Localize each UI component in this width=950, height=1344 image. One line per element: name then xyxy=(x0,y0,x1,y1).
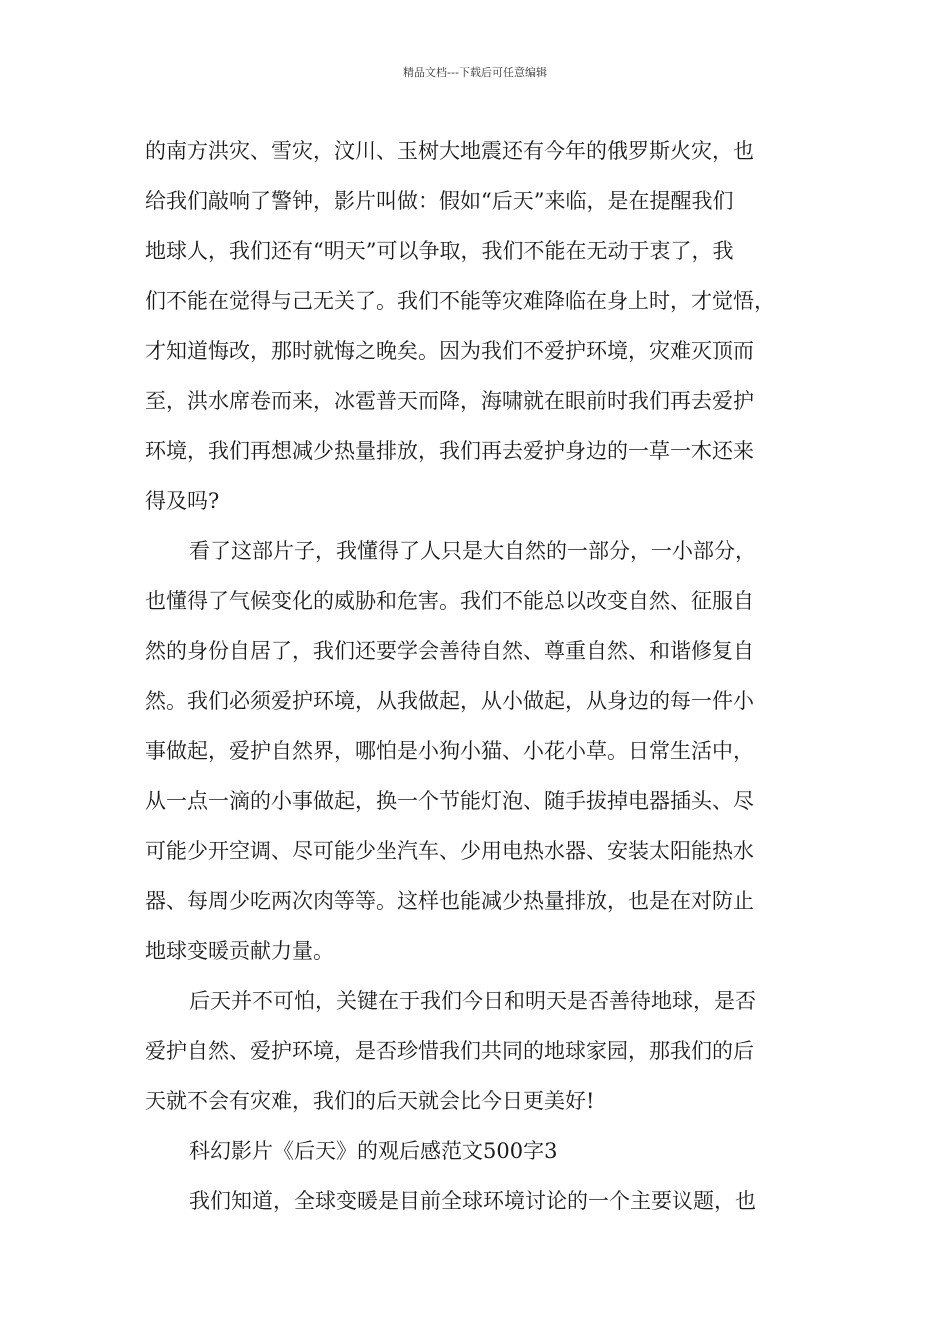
document-body xyxy=(145,133,817,1233)
text-line: 得及吗? xyxy=(145,489,220,513)
text-line: 科幻影片《后天》的观后感范文500字3 xyxy=(189,1139,558,1163)
text-line: 爱护自然、爱护环境，是否珍惜我们共同的地球家园，那我们的后 xyxy=(145,1039,754,1063)
text-line: 从一点一滴的小事做起，换一个节能灯泡、随手拔掉电器插头、尽 xyxy=(145,789,754,813)
text-line: 地球变暖贡献力量。 xyxy=(145,939,334,963)
page-header: 精品文档---下载后可任意编辑 xyxy=(403,66,547,79)
text-line: 们不能在觉得与己无关了。我们不能等灾难降临在身上时，才觉悟， xyxy=(145,289,775,313)
text-line: 我们知道，全球变暖是目前全球环境讨论的一个主要议题，也 xyxy=(189,1189,756,1213)
text-line: 后天并不可怕，关键在于我们今日和明天是否善待地球，是否 xyxy=(189,989,756,1013)
text-line: 看了这部片子，我懂得了人只是大自然的一部分，一小部分， xyxy=(189,539,756,563)
text-line: 地球人，我们还有“明天”可以争取，我们不能在无动于衷了，我 xyxy=(145,239,734,263)
text-line: 至，洪水席卷而来，冰雹普天而降，海啸就在眼前时我们再去爱护 xyxy=(145,389,754,413)
text-line: 才知道悔改，那时就悔之晚矣。因为我们不爱护环境，灾难灭顶而 xyxy=(145,339,754,363)
text-line: 天就不会有灾难，我们的后天就会比今日更美好! xyxy=(145,1089,595,1113)
text-line: 给我们敲响了警钟，影片叫做：假如“后天”来临，是在提醒我们 xyxy=(145,189,734,213)
text-line: 器、每周少吃两次肉等等。这样也能减少热量排放，也是在对防止 xyxy=(145,889,754,913)
text-line: 然的身份自居了，我们还要学会善待自然、尊重自然、和谐修复自 xyxy=(145,639,754,663)
text-line: 可能少开空调、尽可能少坐汽车、少用电热水器、安装太阳能热水 xyxy=(145,839,754,863)
text-line: 然。我们必须爱护环境，从我做起，从小做起，从身边的每一件小 xyxy=(145,689,754,713)
text-line: 事做起，爱护自然界，哪怕是小狗小猫、小花小草。日常生活中， xyxy=(145,739,754,763)
text-line: 的南方洪灾、雪灾，汶川、玉树大地震还有今年的俄罗斯火灾，也 xyxy=(145,139,754,163)
text-line: 也懂得了气候变化的威胁和危害。我们不能总以改变自然、征服自 xyxy=(145,589,754,613)
text-line: 环境，我们再想减少热量排放，我们再去爱护身边的一草一木还来 xyxy=(145,439,754,463)
